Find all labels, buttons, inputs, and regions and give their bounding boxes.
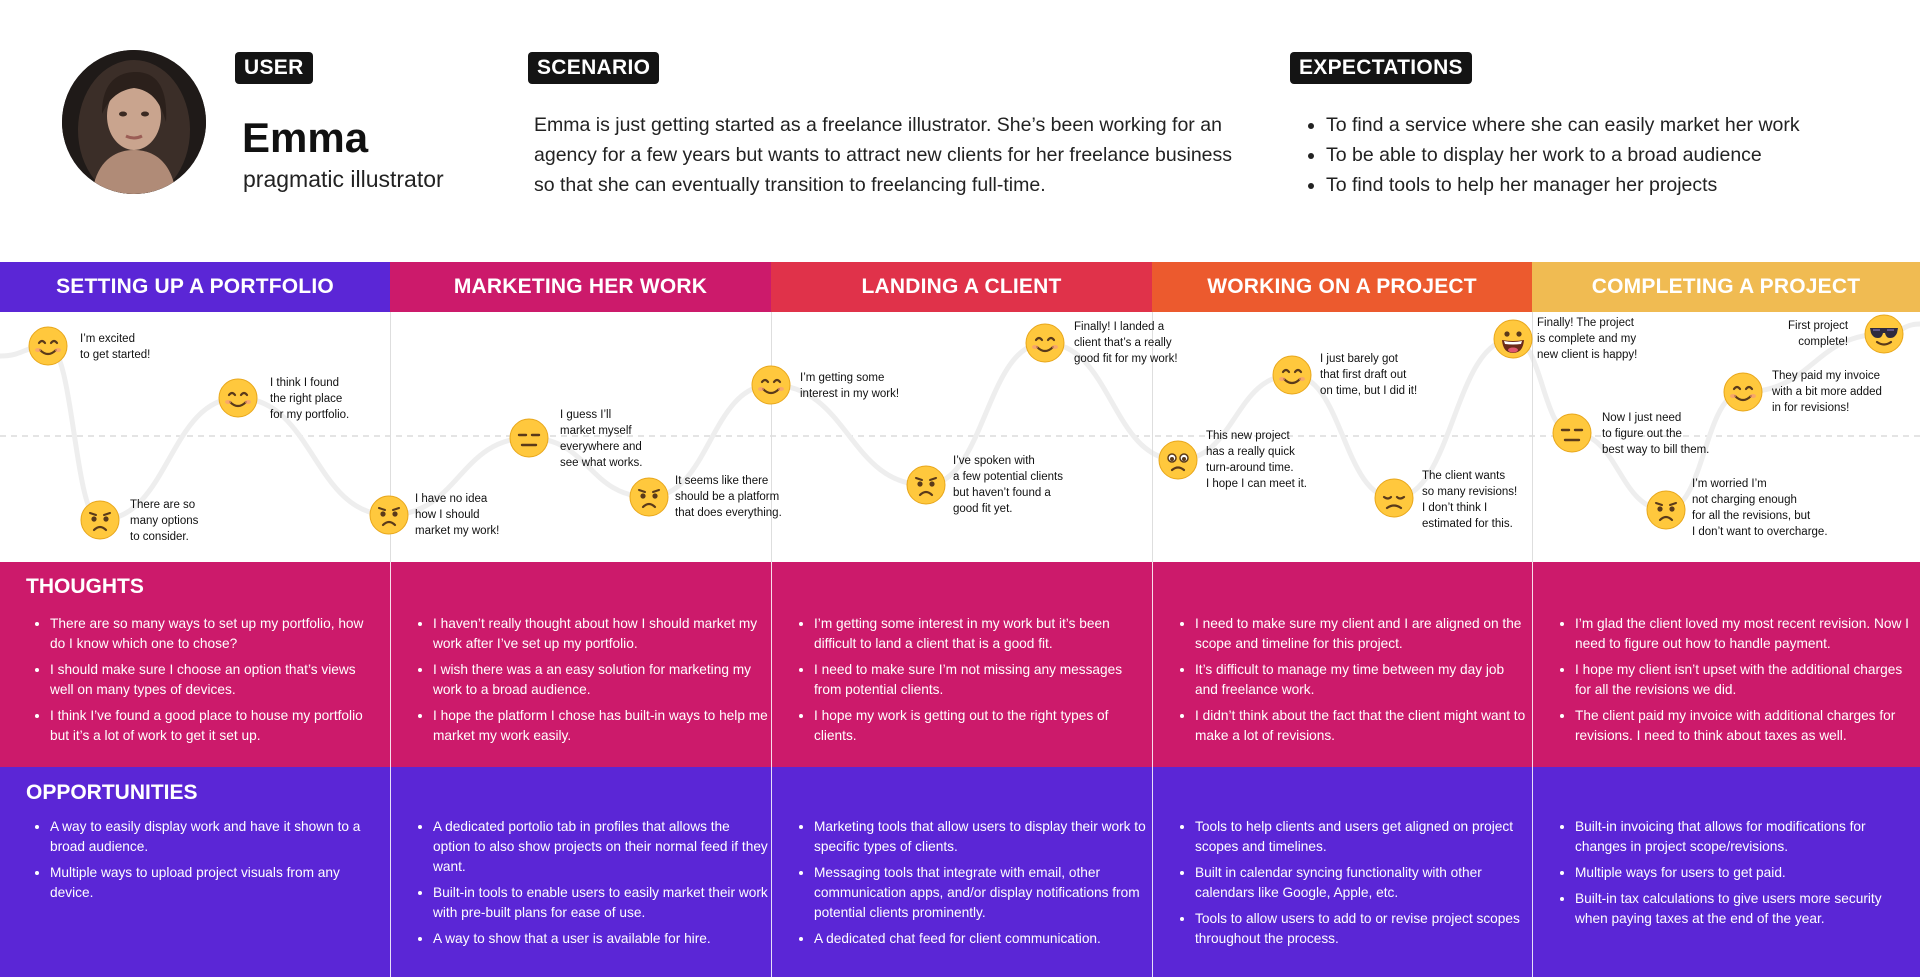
worried-face-icon xyxy=(369,495,409,535)
happy-face-icon xyxy=(751,365,791,405)
opportunities-column-2 xyxy=(415,817,768,955)
emotion-note: I just barely got that first draft out on time, but I did it! xyxy=(1320,353,1418,397)
happy-face-icon xyxy=(1723,372,1763,412)
thought-item: • There are so many ways to set up my portfolio, how do I know which one to chose? xyxy=(50,614,378,654)
thought-item: • It’s difficult to manage my time between my day job and freelance work. xyxy=(1195,660,1530,700)
neutral-face-icon xyxy=(509,418,549,458)
emotion-note: It seems like there should be a platform that does everything. xyxy=(675,475,782,519)
opportunity-item: • Built-in tax calculations to give users more security when paying taxes at the end of the year. xyxy=(1575,889,1917,929)
user-role: pragmatic illustrator xyxy=(243,166,444,192)
thoughts-column-1 xyxy=(32,614,378,752)
emotion-note: First project complete! xyxy=(1788,320,1849,348)
opportunity-item: • A way to easily display work and have it shown to a broad audience. xyxy=(50,817,378,857)
user-portrait-icon xyxy=(62,50,206,194)
thought-item: • I hope my work is getting out to the right types of clients. xyxy=(814,706,1149,746)
thought-item: • The client paid my invoice with additional charges for revisions. I need to think about taxes as well. xyxy=(1575,706,1917,746)
thought-item: • I hope my client isn’t upset with the additional charges for all the revisions we did. xyxy=(1575,660,1917,700)
column-divider xyxy=(390,562,391,977)
opportunities-column-3 xyxy=(796,817,1149,955)
thought-item: • I think I’ve found a good place to house my portfolio but it’s a lot of work to get it set up. xyxy=(50,706,378,746)
opportunity-item: • Multiple ways for users to get paid. xyxy=(1575,863,1917,883)
happy-face-icon xyxy=(1025,323,1065,363)
opportunities-title: OPPORTUNITIES xyxy=(26,781,198,804)
opportunity-item: • A dedicated portolio tab in profiles that allows the option to also show projects on their normal feed if they want. xyxy=(433,817,768,877)
opportunity-item: • Built-in tools to enable users to easily market their work with pre-built plans for ease of use. xyxy=(433,883,768,923)
opportunity-item: • Marketing tools that allow users to display their work to specific types of clients. xyxy=(814,817,1149,857)
phase-landing-a-client: LANDING A CLIENT xyxy=(771,262,1152,312)
emotion-note: They paid my invoice with a bit more added in for revisions! xyxy=(1772,370,1882,414)
thoughts-title: THOUGHTS xyxy=(26,575,144,598)
sad-face-icon xyxy=(1374,478,1414,518)
phase-setting-up-portfolio: SETTING UP A PORTFOLIO xyxy=(0,262,390,312)
emotion-note: I’m getting some interest in my work! xyxy=(800,372,900,400)
user-tag: USER xyxy=(235,52,313,84)
expectation-item: • To be able to display her work to a broad audience xyxy=(1326,140,1800,170)
worried-face-icon xyxy=(1646,490,1686,530)
opportunity-item: • A dedicated chat feed for client communication. xyxy=(814,929,1149,949)
thought-item: • I need to make sure my client and I are aligned on the scope and timeline for this project. xyxy=(1195,614,1530,654)
expectations-list xyxy=(1302,110,1800,200)
emotion-note: There are so many options to consider. xyxy=(130,499,199,543)
grinning-face-icon xyxy=(1493,319,1533,359)
emotion-note: I’m excited to get started! xyxy=(80,333,151,361)
emotion-note: I think I found the right place for my portfolio. xyxy=(270,377,350,421)
emotion-note: Now I just need to figure out the best way to bill them. xyxy=(1602,412,1710,456)
expectations-tag: EXPECTATIONS xyxy=(1290,52,1472,84)
column-divider xyxy=(1152,562,1153,977)
happy-face-icon xyxy=(28,326,68,366)
opportunity-item: • Tools to help clients and users get aligned on project scopes and timelines. xyxy=(1195,817,1530,857)
opportunity-item: • Built in calendar syncing functionality with other calendars like Google, Apple, etc. xyxy=(1195,863,1530,903)
emotion-note: Finally! The project is complete and my new client is happy! xyxy=(1537,317,1638,361)
opportunities-column-5 xyxy=(1557,817,1917,935)
emotion-note: I’ve spoken with a few potential clients but haven’t found a good fit yet. xyxy=(953,455,1063,515)
thought-item: • I should make sure I choose an option that’s views well on many types of devices. xyxy=(50,660,378,700)
happy-face-icon xyxy=(1272,355,1312,395)
emotion-note: I’m worried I’m not charging enough for all the revisions, but I don’t want to overcharge. xyxy=(1692,478,1828,538)
column-divider xyxy=(771,562,772,977)
emotion-note: This new project has a really quick turn-around time. I hope I can meet it. xyxy=(1206,430,1308,490)
opportunities-column-1 xyxy=(32,817,378,909)
opportunities-column-4 xyxy=(1177,817,1530,955)
thought-item: • I’m glad the client loved my most recent revision. Now I need to figure out how to handle payment. xyxy=(1575,614,1917,654)
sunglasses-face-icon xyxy=(1864,314,1904,354)
column-divider xyxy=(1532,562,1533,977)
opportunity-item: • Built-in invoicing that allows for modifications for changes in project scope/revisions. xyxy=(1575,817,1917,857)
phase-working-on-project: WORKING ON A PROJECT xyxy=(1152,262,1532,312)
thought-item: • I haven’t really thought about how I should market my work after I’ve set up my portfolio. xyxy=(433,614,768,654)
user-name: Emma xyxy=(242,114,369,161)
opportunity-item: • Multiple ways to upload project visuals from any device. xyxy=(50,863,378,903)
thoughts-column-5 xyxy=(1557,614,1917,752)
expectation-item: • To find a service where she can easily market her work xyxy=(1326,110,1800,140)
emotion-note: I have no idea how I should market my work! xyxy=(415,493,500,537)
scenario-tag: SCENARIO xyxy=(528,52,659,84)
thought-item: • I’m getting some interest in my work but it’s been difficult to land a client that is a good fit. xyxy=(814,614,1149,654)
worried-face-icon xyxy=(80,500,120,540)
thought-item: • I wish there was a an easy solution for marketing my work to a broad audience. xyxy=(433,660,768,700)
opportunity-item: • A way to show that a user is available for hire. xyxy=(433,929,768,949)
expectation-item: • To find tools to help her manager her projects xyxy=(1326,170,1800,200)
worried-face-icon xyxy=(629,477,669,517)
thoughts-column-4 xyxy=(1177,614,1530,752)
emotion-note: Finally! I landed a client that’s a really good fit for my work! xyxy=(1074,321,1178,365)
anxious-face-icon xyxy=(1158,440,1198,480)
thought-item: • I hope the platform I chose has built-in ways to help me market my work easily. xyxy=(433,706,768,746)
emotion-note: The client wants so many revisions! I don’t think I estimated for this. xyxy=(1422,470,1518,530)
thoughts-column-2 xyxy=(415,614,768,752)
opportunity-item: • Messaging tools that integrate with email, other communication apps, and/or display notifications from potential clients prominently. xyxy=(814,863,1149,923)
worried-face-icon xyxy=(906,465,946,505)
thought-item: • I didn’t think about the fact that the client might want to make a lot of revisions. xyxy=(1195,706,1530,746)
phase-completing-project: COMPLETING A PROJECT xyxy=(1532,262,1920,312)
phase-marketing-her-work: MARKETING HER WORK xyxy=(390,262,771,312)
neutral-face-icon xyxy=(1552,413,1592,453)
happy-face-icon xyxy=(218,378,258,418)
avatar xyxy=(62,50,206,194)
opportunity-item: • Tools to allow users to add to or revise project scopes throughout the process. xyxy=(1195,909,1530,949)
scenario-text: Emma is just getting started as a freelance illustrator. She’s been working for an agency for a few years but wants to attract new clients for her freelance business so that she can eventually transition to freelancing full-time. xyxy=(534,114,1233,196)
emotion-note: I guess I’ll market myself everywhere and see what works. xyxy=(560,409,643,469)
column-divider xyxy=(771,312,772,562)
thought-item: • I need to make sure I’m not missing any messages from potential clients. xyxy=(814,660,1149,700)
thoughts-column-3 xyxy=(796,614,1149,752)
